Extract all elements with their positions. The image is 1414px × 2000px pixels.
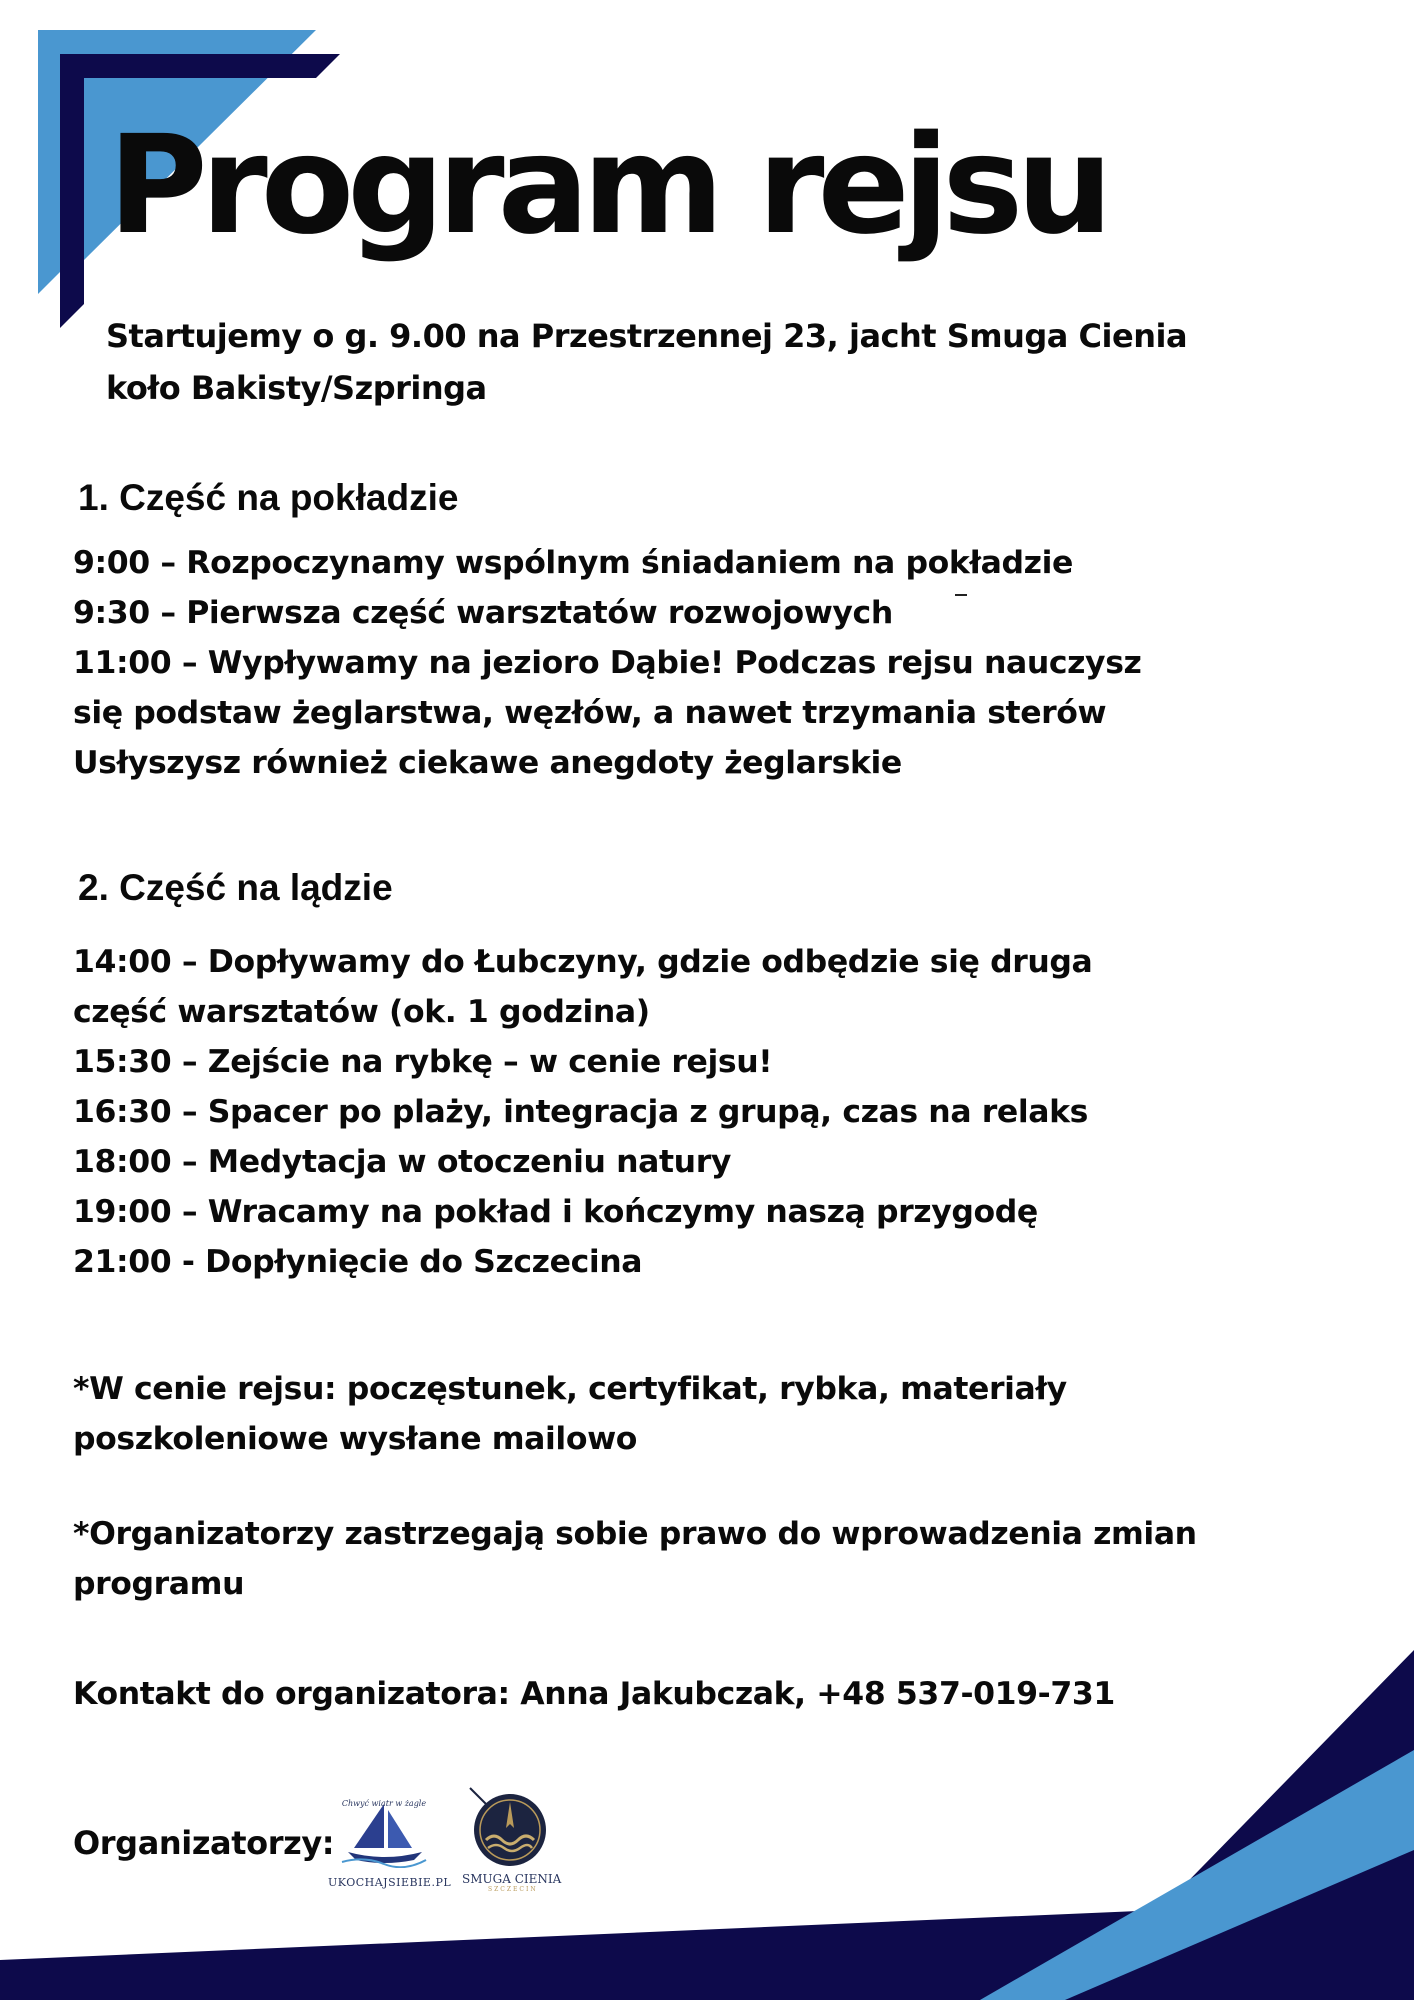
logo-caption: SMUGA CIENIA [462, 1872, 562, 1886]
meeting-info-line: koło Bakisty/Szpringa [106, 369, 487, 407]
logo-subcaption: SZCZECIN [488, 1886, 538, 1893]
schedule-line: część warsztatów (ok. 1 godzina) [73, 994, 650, 1030]
changes-note: *Organizatorzy zastrzegają sobie prawo do wprowadzenia zmian programu [73, 1516, 1197, 1602]
schedule-line: 11:00 – Wypływamy na jezioro Dąbie! Podczas rejsu nauczysz [73, 645, 1142, 681]
schedule-line: 21:00 - Dopłynięcie do Szczecina [73, 1244, 643, 1280]
meeting-info-line: Startujemy o g. 9.00 na Przestrzennej 23, jacht Smuga Cienia [106, 317, 1188, 355]
schedule-line: 14:00 – Dopływamy do Łubczyny, gdzie odbędzie się druga [73, 944, 1093, 980]
page-title: Program rejsu [108, 107, 1107, 265]
meeting-info [106, 310, 1226, 414]
stray-mark [955, 594, 967, 596]
sailboat-logo-icon [322, 1796, 452, 1892]
logo-script-text: Chwyć wiatr w żagle [341, 1799, 427, 1808]
compass-wave-logo-icon [460, 1784, 560, 1894]
schedule-line: 9:00 – Rozpoczynamy wspólnym śniadaniem na pokładzie [73, 545, 1073, 581]
section-deck-schedule [73, 538, 1273, 788]
organizers-label: Organizatorzy: [73, 1824, 335, 1862]
schedule-line: 15:30 – Zejście na rybkę – w cenie rejsu! [73, 1044, 773, 1080]
section-land-schedule [73, 937, 1273, 1287]
schedule-line: Usłyszysz również ciekawe anegdoty żeglarskie [73, 745, 902, 781]
schedule-line: 16:30 – Spacer po plaży, integracja z grupą, czas na relaks [73, 1094, 1088, 1130]
price-note: *W cenie rejsu: poczęstunek, certyfikat, rybka, materiały poszkoleniowe wysłane mailowo [73, 1371, 1067, 1457]
schedule-line: 18:00 – Medytacja w otoczeniu natury [73, 1144, 731, 1180]
schedule-line: 19:00 – Wracamy na pokład i kończymy naszą przygodę [73, 1194, 1038, 1230]
section-heading-deck: 1. Część na pokładzie [78, 477, 459, 518]
contact-info: Kontakt do organizatora: Anna Jakubczak, +48 537-019-731 [73, 1676, 1115, 1712]
logo-caption: UKOCHAJSIEBIE.PL [328, 1876, 452, 1889]
schedule-line: 9:30 – Pierwsza część warsztatów rozwojowych [73, 595, 893, 631]
schedule-line: się podstaw żeglarstwa, węzłów, a nawet trzymania sterów [73, 695, 1107, 731]
section-heading-land: 2. Część na lądzie [78, 867, 393, 908]
